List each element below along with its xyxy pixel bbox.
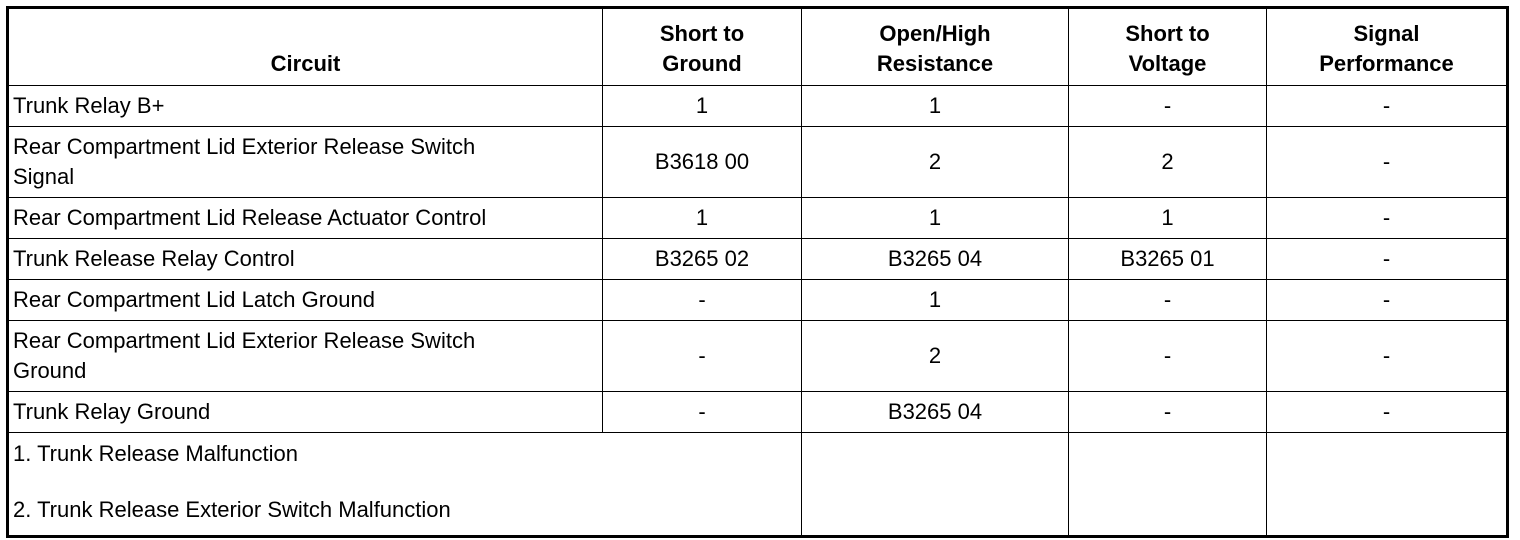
short-to-ground-cell: 1 xyxy=(603,86,802,127)
open-high-resistance-cell: 1 xyxy=(802,198,1069,239)
short-to-ground-cell: 1 xyxy=(603,198,802,239)
signal-performance-cell: - xyxy=(1267,392,1508,433)
short-to-voltage-cell: - xyxy=(1069,321,1267,392)
short-to-voltage-cell: - xyxy=(1069,392,1267,433)
footnote-row xyxy=(8,433,1508,537)
header-signal-performance: Signal Performance xyxy=(1267,8,1508,86)
empty-cell xyxy=(802,433,1069,537)
signal-performance-cell: - xyxy=(1267,86,1508,127)
circuit-cell: Rear Compartment Lid Release Actuator Control xyxy=(8,198,603,239)
circuit-cell: Trunk Relay B+ xyxy=(8,86,603,127)
empty-cell xyxy=(1267,433,1508,537)
empty-cell xyxy=(1069,433,1267,537)
header-short-to-ground: Short to Ground xyxy=(603,8,802,86)
header-open-high-resistance: Open/High Resistance xyxy=(802,8,1069,86)
short-to-voltage-cell: B3265 01 xyxy=(1069,239,1267,280)
table-row xyxy=(8,392,1508,433)
table-row xyxy=(8,280,1508,321)
open-high-resistance-cell: 2 xyxy=(802,127,1069,198)
table-row xyxy=(8,86,1508,127)
short-to-voltage-cell: - xyxy=(1069,280,1267,321)
footnote-1: 1. Trunk Release Malfunction xyxy=(13,441,298,466)
header-row xyxy=(8,8,1508,86)
circuit-cell: Rear Compartment Lid Exterior Release Switch Signal xyxy=(8,127,603,198)
circuit-cell: Rear Compartment Lid Exterior Release Switch Ground xyxy=(8,321,603,392)
short-to-ground-cell: B3618 00 xyxy=(603,127,802,198)
short-to-voltage-cell: - xyxy=(1069,86,1267,127)
header-short-to-voltage: Short to Voltage xyxy=(1069,8,1267,86)
signal-performance-cell: - xyxy=(1267,198,1508,239)
table-row xyxy=(8,127,1508,198)
short-to-ground-cell: - xyxy=(603,321,802,392)
short-to-ground-cell: - xyxy=(603,280,802,321)
open-high-resistance-cell: B3265 04 xyxy=(802,239,1069,280)
open-high-resistance-cell: 1 xyxy=(802,280,1069,321)
short-to-voltage-cell: 1 xyxy=(1069,198,1267,239)
signal-performance-cell: - xyxy=(1267,280,1508,321)
signal-performance-cell: - xyxy=(1267,127,1508,198)
circuit-cell: Rear Compartment Lid Latch Ground xyxy=(8,280,603,321)
header-circuit: Circuit xyxy=(8,8,603,86)
circuit-cell: Trunk Release Relay Control xyxy=(8,239,603,280)
table-row xyxy=(8,321,1508,392)
signal-performance-cell: - xyxy=(1267,321,1508,392)
table-row xyxy=(8,198,1508,239)
open-high-resistance-cell: 2 xyxy=(802,321,1069,392)
footnote-2: 2. Trunk Release Exterior Switch Malfunction xyxy=(13,497,451,522)
circuit-cell: Trunk Relay Ground xyxy=(8,392,603,433)
short-to-ground-cell: B3265 02 xyxy=(603,239,802,280)
short-to-ground-cell: - xyxy=(603,392,802,433)
footnotes-cell xyxy=(8,433,802,537)
open-high-resistance-cell: 1 xyxy=(802,86,1069,127)
table-row xyxy=(8,239,1508,280)
short-to-voltage-cell: 2 xyxy=(1069,127,1267,198)
signal-performance-cell: - xyxy=(1267,239,1508,280)
circuit-diagnostic-table xyxy=(6,6,1509,538)
open-high-resistance-cell: B3265 04 xyxy=(802,392,1069,433)
